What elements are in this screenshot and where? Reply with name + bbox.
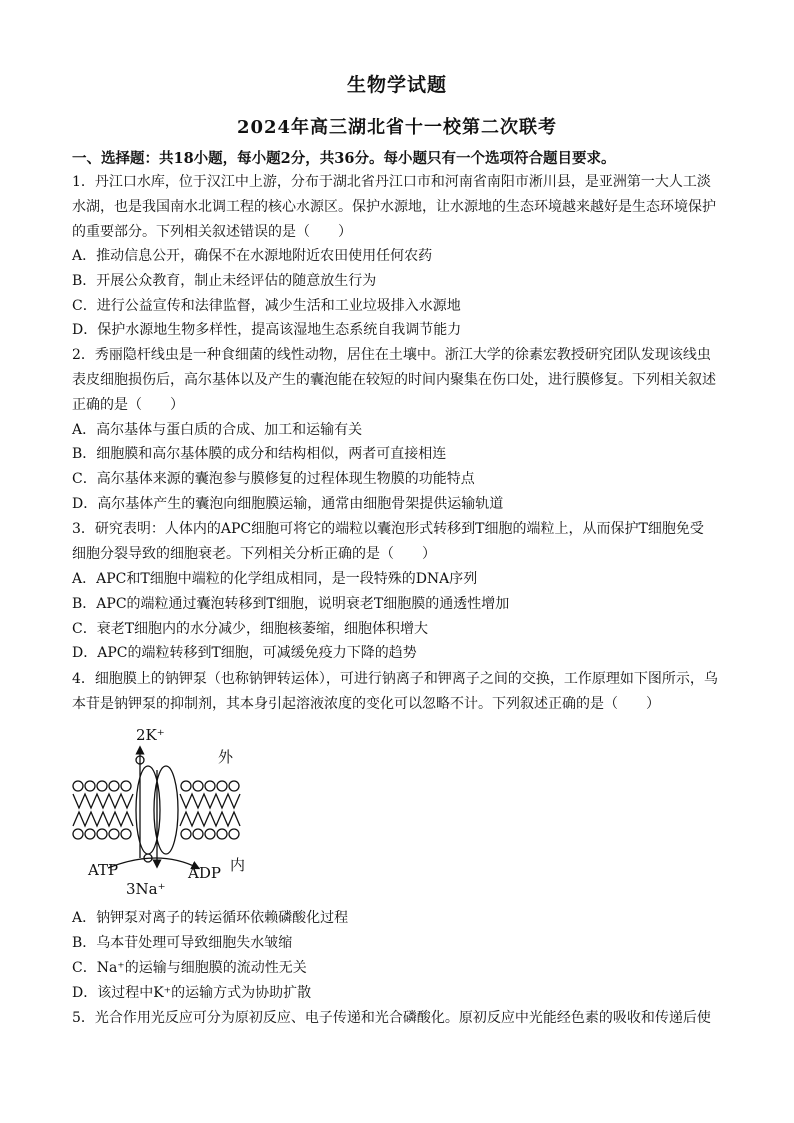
question-3-option-d: D．APC的端粒转移到T细胞，可减缓免疫力下降的趋势 [72,645,417,661]
question-2-option-b: B．细胞膜和高尔基体膜的成分和结构相似，两者可直接相连 [72,446,447,462]
lipid-tails-lower-right [180,812,240,826]
question-1-line-1: 1．丹江口水库，位于汉江中上游，分布于湖北省丹江口市和河南省南阳市淅川县，是亚洲第一大人工淡 [72,174,711,190]
atp-to-adp-arrow [108,858,198,868]
question-3-line-1: 3．研究表明：人体内的APC细胞可将它的端粒以囊泡形式转移到T细胞的端粒上，从而保护T细胞免受 [72,521,704,537]
atp-label: ATP [88,861,119,879]
question-4-option-c: C．Na⁺的运输与细胞膜的流动性无关 [72,960,307,976]
outside-label: 外 [218,748,234,766]
question-1-option-c: C．进行公益宣传和法律监督，减少生活和工业垃圾排入水源地 [72,298,461,314]
question-5-line-1: 5．光合作用光反应可分为原初反应、电子传递和光合磷酸化。原初反应中光能经色素的吸收和传递后使 [72,1010,711,1026]
question-1-option-d: D．保护水源地生物多样性，提高该湿地生态系统自我调节能力 [72,322,462,338]
question-2-option-c: C．高尔基体来源的囊泡参与膜修复的过程体现生物膜的功能特点 [72,471,475,487]
question-4-option-a: A．钠钾泵对离子的转运循环依赖磷酸化过程 [72,910,349,926]
question-2-option-d: D．高尔基体产生的囊泡向细胞膜运输，通常由细胞骨架提供运输轨道 [72,496,504,512]
inside-label: 内 [230,856,246,874]
question-2-line-3: 正确的是（ ） [72,397,184,413]
question-2-line-2: 表皮细胞损伤后，高尔基体以及产生的囊泡能在较短的时间内聚集在伤口处，进行膜修复。下列相关叙述 [72,372,716,388]
question-3-option-b: B．APC的端粒通过囊泡转移到T细胞，说明衰老T细胞膜的通透性增加 [72,596,510,612]
na-ion-label: 3Na⁺ [126,880,166,896]
question-4-line-1: 4．细胞膜上的钠钾泵（也称钠钾转运体），可进行钠离子和钾离子之间的交换，工作原理如下图所示，乌 [72,671,718,687]
question-1-line-3: 的重要部分。下列相关叙述错误的是（ ） [72,224,352,240]
question-1-line-2: 水湖，也是我国南水北调工程的核心水源区。保护水源地，让水源地的生态环境越来越好是生态环境保护 [72,199,716,215]
lipid-tails-lower [73,812,133,826]
section-heading: 一、选择题：共18小题，每小题2分，共36分。每小题只有一个选项符合题目要求。 [72,150,616,167]
page-title: 生物学试题 [346,74,447,96]
membrane-bilayer [73,748,240,868]
question-1-option-a: A．推动信息公开，确保不在水源地附近农田使用任何农药 [72,248,433,264]
adp-label: ADP [188,864,221,882]
question-4-option-d: D．该过程中K⁺的运输方式为协助扩散 [72,985,312,1001]
question-4-option-b: B．乌本苷处理可导致细胞失水皱缩 [72,935,293,951]
question-3-option-a: A．APC和T细胞中端粒的化学组成相同，是一段特殊的DNA序列 [72,571,478,587]
question-2-line-1: 2．秀丽隐杆线虫是一种食细菌的线性动物，居住在土壤中。浙江大学的徐素宏教授研究团队发现该线虫 [72,347,711,363]
question-2-option-a: A．高尔基体与蛋白质的合成、加工和运输有关 [72,422,363,438]
k-ion-label: 2K⁺ [136,726,165,744]
question-3-line-2: 细胞分裂导致的细胞衰老。下列相关分析正确的是（ ） [72,546,436,562]
lipid-tails-upper [73,794,133,808]
question-3-option-c: C．衰老T细胞内的水分减少，细胞核萎缩，细胞体积增大 [72,621,429,637]
exam-subtitle: 2024年高三湖北省十一校第二次联考 [236,117,558,138]
question-4-line-2: 本苷是钠钾泵的抑制剂，其本身引起溶液浓度的变化可以忽略不计。下列叙述正确的是（ ） [72,696,660,712]
lipid-tails-upper-right [180,794,240,808]
sodium-potassium-pump-figure [68,718,258,896]
question-1-option-b: B．开展公众教育，制止未经评估的随意放生行为 [72,273,377,289]
